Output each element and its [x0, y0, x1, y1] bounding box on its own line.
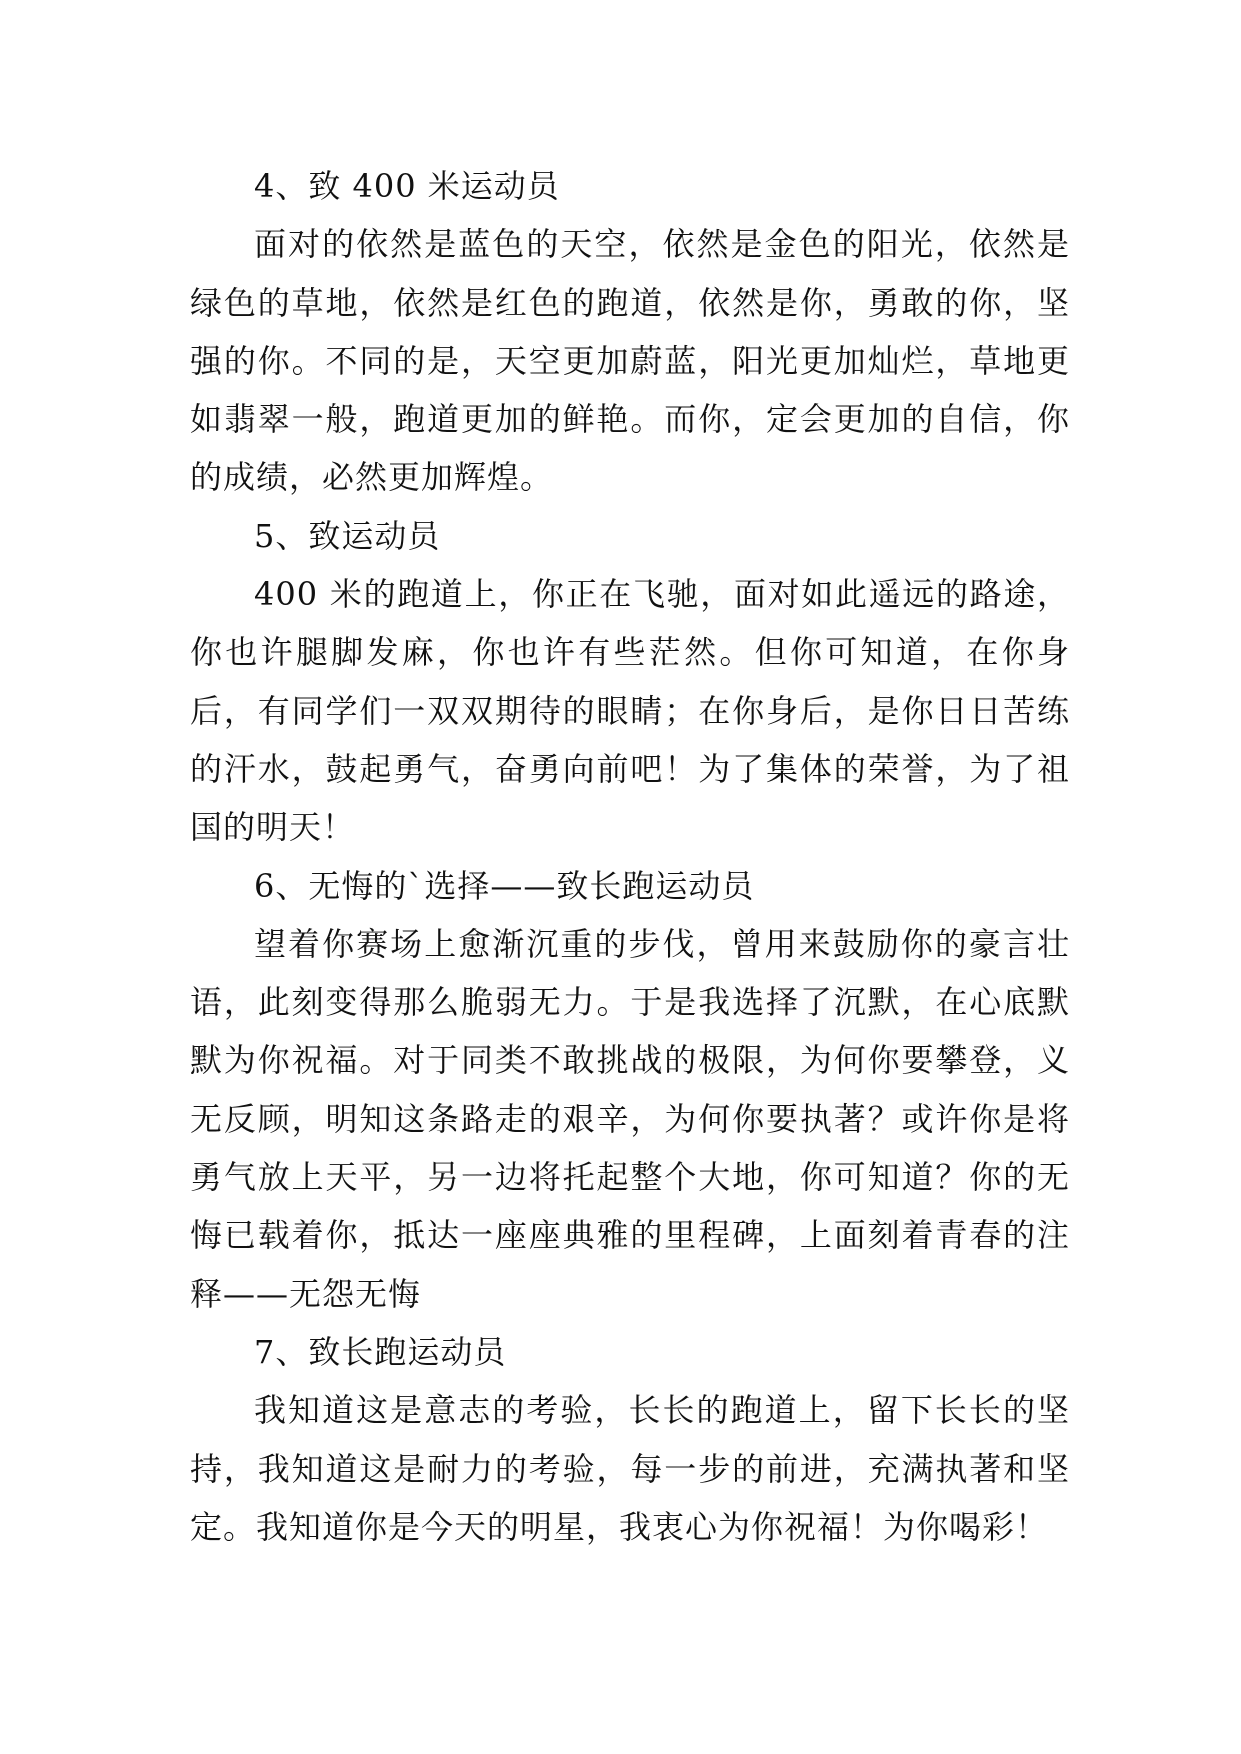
section-body-5: 400 米的跑道上，你正在飞驰，面对如此遥远的路途，你也许腿脚发麻，你也许有些茫然。但你可知道，在你身后，有同学们一双双期待的眼睛；在你身后，是你日日苦练的汗水，鼓起勇气，奋勇向前吧！为了集体的荣誉，为了祖国的明天！ — [190, 575, 1070, 847]
section-body-6: 望着你赛场上愈渐沉重的步伐，曾用来鼓励你的豪言壮语，此刻变得那么脆弱无力。于是我选择了沉默，在心底默默为你祝福。对于同类不敢挑战的极限，为何你要攀登，义无反顾，明知这条路走的艰辛，为何你要执著？或许你是将勇气放上天平，另一边将托起整个大地，你可知道？你的无悔已载着你，抵达一座座典雅的里程碑，上面刻着青春的注释——无怨无悔 — [190, 924, 1070, 1313]
section-heading-6: 6、无悔的`选择——致长跑运动员 — [254, 866, 755, 905]
section-heading-4: 4、致 400 米运动员 — [254, 167, 560, 205]
document-content — [190, 157, 1070, 1556]
section-heading-5: 5、致运动员 — [254, 516, 441, 555]
section-body-4: 面对的依然是蓝色的天空，依然是金色的阳光，依然是绿色的草地，依然是红色的跑道，依然是你，勇敢的你，坚强的你。不同的是，天空更加蔚蓝，阳光更加灿烂，草地更如翡翠一般，跑道更加的鲜艳。而你，定会更加的自信，你的成绩，必然更加辉煌。 — [190, 225, 1070, 497]
section-heading-7: 7、致长跑运动员 — [254, 1332, 507, 1371]
section-body-7: 我知道这是意志的考验，长长的跑道上，留下长长的坚持，我知道这是耐力的考验，每一步的前进，充满执著和坚定。我知道你是今天的明星，我衷心为你祝福！为你喝彩！ — [190, 1391, 1070, 1546]
